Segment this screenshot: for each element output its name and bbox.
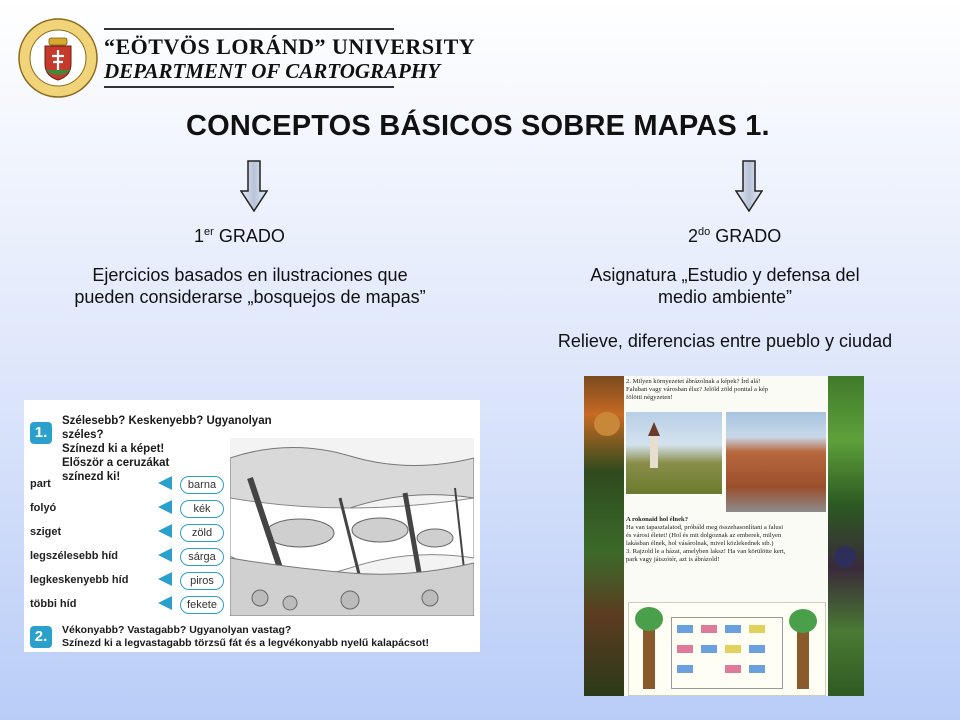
pencil-tip-icon <box>158 572 172 586</box>
page-text-middle: A rokonaid hol élnek? Ha van tapasztalatod, próbáld meg összehasonlítani a falusi és városi életet! (Hol és mit dolgoznak az emberek, milyen lakásban élnek, hol vásárolnak, mivel közlekednek stb.) 3. Rajzold le a házat, amelyben laksz! Ha van körülötte kert, park vagy játszótér, azt is ábrázold! <box>626 516 786 563</box>
color-option: barna <box>180 476 224 494</box>
town-street-photo <box>726 412 826 512</box>
river-sketch-illustration <box>230 438 474 616</box>
pencil-tip-icon <box>158 476 172 490</box>
color-option: zöld <box>180 524 224 542</box>
berries-photo <box>834 546 856 568</box>
row-label: legkeskenyebb híd <box>30 574 129 586</box>
row-label: többi híd <box>30 598 77 610</box>
child-house-drawing <box>628 602 826 696</box>
header-rule-top <box>104 28 394 30</box>
left-grade-heading: 1er GRADO <box>194 226 285 246</box>
color-option: fekete <box>180 596 224 614</box>
university-seal-logo <box>18 18 98 98</box>
right-topic-line: Relieve, diferencias entre pueblo y ciudad <box>557 331 893 351</box>
color-option: sárga <box>180 548 224 566</box>
slide-title: CONCEPTOS BÁSICOS SOBRE MAPAS 1. <box>186 110 770 142</box>
right-grade-heading: $2^{do}$ GRADO <box>688 226 782 246</box>
exercise-2-instructions: Vékonyabb? Vastagabb? Ugyanolyan vastag? Színezd ki a legvastagabb törzsű fát és a legvékonyabb nyelű kalapácsot! <box>62 624 430 649</box>
exercise-1-instructions: Szélesebb? Keskenyebb? Ugyanolyan széles? Színezd ki a képet! Először a ceruzákat színezd ki! <box>62 415 272 483</box>
right-description: Asignatura „Estudio y defensa del medio ambiente” <box>590 265 860 307</box>
row-label: legszélesebb híd <box>30 550 119 562</box>
left-description: Ejercicios basados en ilustraciones que pueden considerarse „bosquejos de mapas” <box>74 265 426 307</box>
row-label: part <box>30 478 51 490</box>
first-grade-exercise-image <box>24 400 480 652</box>
exercise-number-2: 2. <box>30 626 52 648</box>
squirrel-photo <box>594 412 620 436</box>
row-label: folyó <box>30 502 57 514</box>
university-name: “EÖTVÖS LORÁND” UNIVERSITY <box>104 34 476 59</box>
color-option: kék <box>180 500 224 518</box>
color-option: piros <box>180 572 224 590</box>
second-grade-textbook-image <box>584 376 864 696</box>
pencil-tip-icon <box>158 596 172 610</box>
down-arrow-left-icon <box>240 160 268 212</box>
department-name: DEPARTMENT OF CARTOGRAPHY <box>104 59 441 83</box>
pencil-tip-icon <box>158 500 172 514</box>
pencil-tip-icon <box>158 524 172 538</box>
exercise-number-1: 1. <box>30 422 52 444</box>
village-church-photo <box>626 412 722 494</box>
down-arrow-right-icon <box>735 160 763 212</box>
pencil-tip-icon <box>158 548 172 562</box>
header-rule-bottom <box>104 86 394 88</box>
page-text-top: 2. Milyen környezetet ábrázolnak a képek? Írd alá! Faluban vagy városban élsz? Jelöld zöld ponttal a kép fölötti négyzeten! <box>626 378 769 401</box>
textbook-page <box>624 376 828 696</box>
row-label: sziget <box>30 526 62 538</box>
right-nature-photo-strip <box>828 376 864 696</box>
